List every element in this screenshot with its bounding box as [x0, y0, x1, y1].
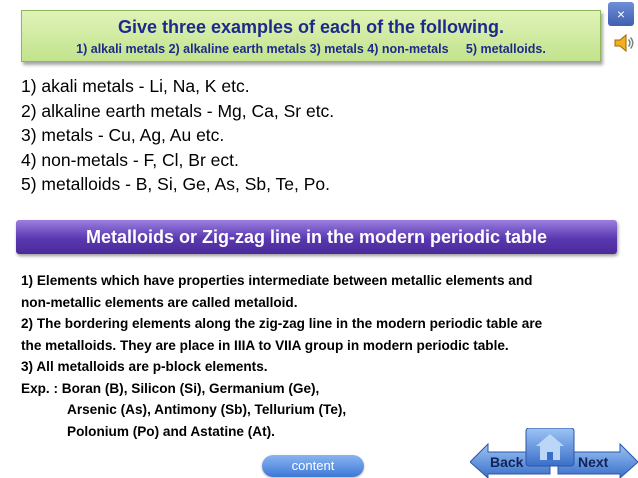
question-title: Give three examples of each of the following.	[117, 17, 505, 37]
question-subtitle: 1) alkali metals 2) alkaline earth metals 3) metals 4) non-metals 5) metalloids.	[76, 42, 546, 56]
content-button-label: content	[291, 458, 335, 473]
question-box	[21, 10, 601, 62]
answer-line: 2) alkaline earth metals - Mg, Ca, Sr etc.	[21, 100, 335, 121]
body-line: Arsenic (As), Antimony (Sb), Tellurium (Te),	[67, 402, 347, 417]
body-line: non-metallic elements are called metalloid.	[21, 294, 298, 310]
body-line: 2) The bordering elements along the zig-zag line in the modern periodic table are	[21, 316, 543, 331]
answer-list	[21, 74, 621, 197]
next-button[interactable]: Next	[578, 454, 609, 470]
body-line: the metalloids. They are place in IIIA to VIIA group in modern periodic table.	[21, 337, 509, 353]
nav-graphic	[470, 428, 638, 478]
navigation-controls	[470, 428, 638, 478]
answer-line: 3) metals - Cu, Ag, Au etc.	[21, 125, 225, 145]
close-button[interactable]	[608, 2, 634, 26]
speaker-icon[interactable]	[612, 33, 636, 53]
close-icon: ×	[616, 6, 626, 22]
content-button[interactable]	[262, 455, 364, 477]
answer-line: 5) metalloids - B, Si, Ge, As, Sb, Te, Po.	[21, 174, 330, 194]
section-title: Metalloids or Zig-zag line in the modern periodic table	[85, 227, 548, 247]
body-line: Polonium (Po) and Astatine (At).	[67, 423, 275, 439]
home-icon[interactable]	[526, 428, 574, 466]
body-line: 1) Elements which have properties intermediate between metallic elements and	[21, 273, 533, 288]
answer-line: 4) non-metals - F, Cl, Br ect.	[21, 149, 239, 170]
back-button[interactable]: Back	[490, 454, 524, 470]
metalloid-description	[21, 270, 626, 442]
body-line: 3) All metalloids are p-block elements.	[21, 359, 268, 374]
answer-line: 1) akali metals - Li, Na, K etc.	[21, 76, 250, 96]
section-banner	[16, 220, 617, 254]
body-line: Exp. : Boran (B), Silicon (Si), Germanium (Ge),	[21, 380, 320, 396]
